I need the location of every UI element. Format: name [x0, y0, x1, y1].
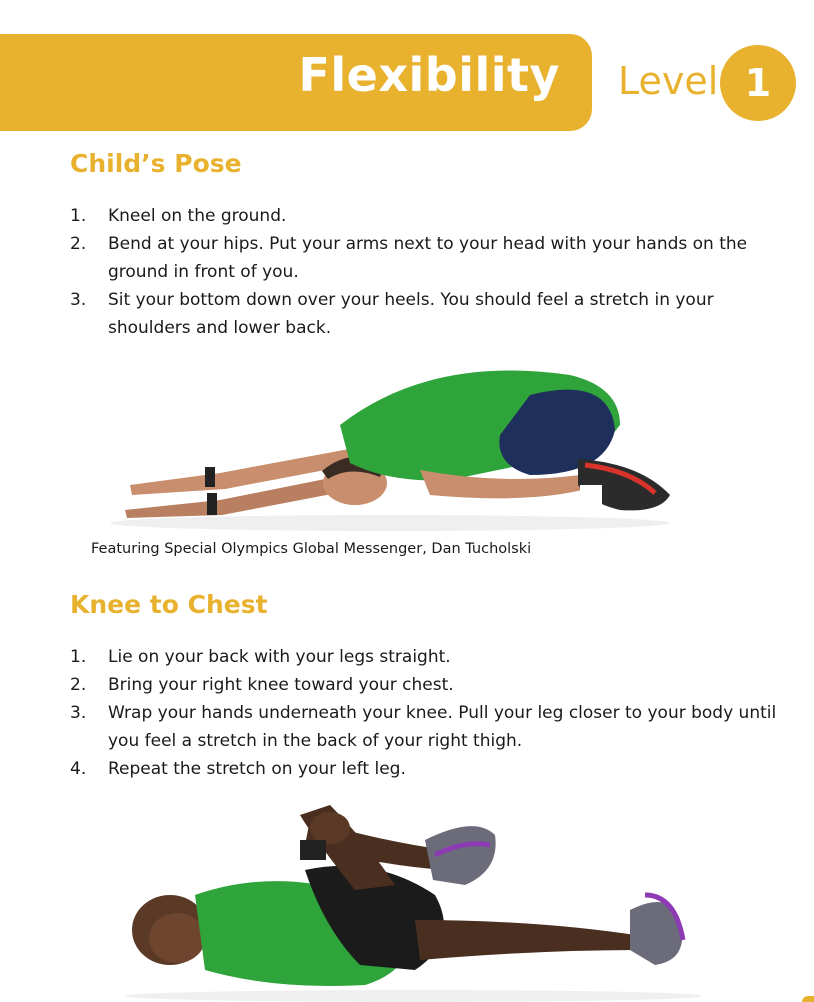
step-text: Bring your right knee toward your chest. — [108, 675, 454, 695]
level-badge: 1 — [720, 45, 796, 121]
step-number: 4. — [70, 759, 87, 779]
step-number: 2. — [70, 234, 87, 254]
page-corner-accent — [802, 996, 814, 1002]
knee-to-chest-photo — [115, 800, 700, 1002]
knee-to-chest-steps — [70, 643, 790, 783]
title-banner — [0, 34, 592, 131]
step-text: Bend at your hips. Put your arms next to your head with your hands on the ground in front of you. — [108, 234, 748, 282]
step-text: Kneel on the ground. — [108, 206, 287, 226]
step-number: 3. — [70, 290, 87, 310]
list-item — [70, 202, 790, 230]
step-number: 1. — [70, 647, 87, 667]
step-number: 2. — [70, 675, 87, 695]
section-heading-knee-to-chest: Knee to Chest — [70, 590, 268, 619]
page-title: Flexibility — [298, 48, 560, 102]
step-number: 1. — [70, 206, 87, 226]
list-item — [70, 643, 790, 671]
list-item — [70, 699, 790, 755]
childs-pose-steps — [70, 202, 790, 342]
list-item — [70, 671, 790, 699]
step-text: Lie on your back with your legs straight. — [108, 647, 451, 667]
list-item — [70, 755, 790, 783]
photo-caption: Featuring Special Olympics Global Messenger, Dan Tucholski — [91, 541, 532, 557]
section-heading-childs-pose: Child’s Pose — [70, 149, 242, 178]
list-item — [70, 286, 790, 342]
step-number: 3. — [70, 703, 87, 723]
level-label: Level — [618, 59, 719, 103]
step-text: Wrap your hands underneath your knee. Pull your leg closer to your body until you feel a stretch in the back of your right thigh. — [108, 703, 777, 751]
step-text: Repeat the stretch on your left leg. — [108, 759, 406, 779]
list-item — [70, 230, 790, 286]
step-text: Sit your bottom down over your heels. You should feel a stretch in your shoulders and lower back. — [108, 290, 714, 338]
childs-pose-photo — [100, 355, 690, 535]
